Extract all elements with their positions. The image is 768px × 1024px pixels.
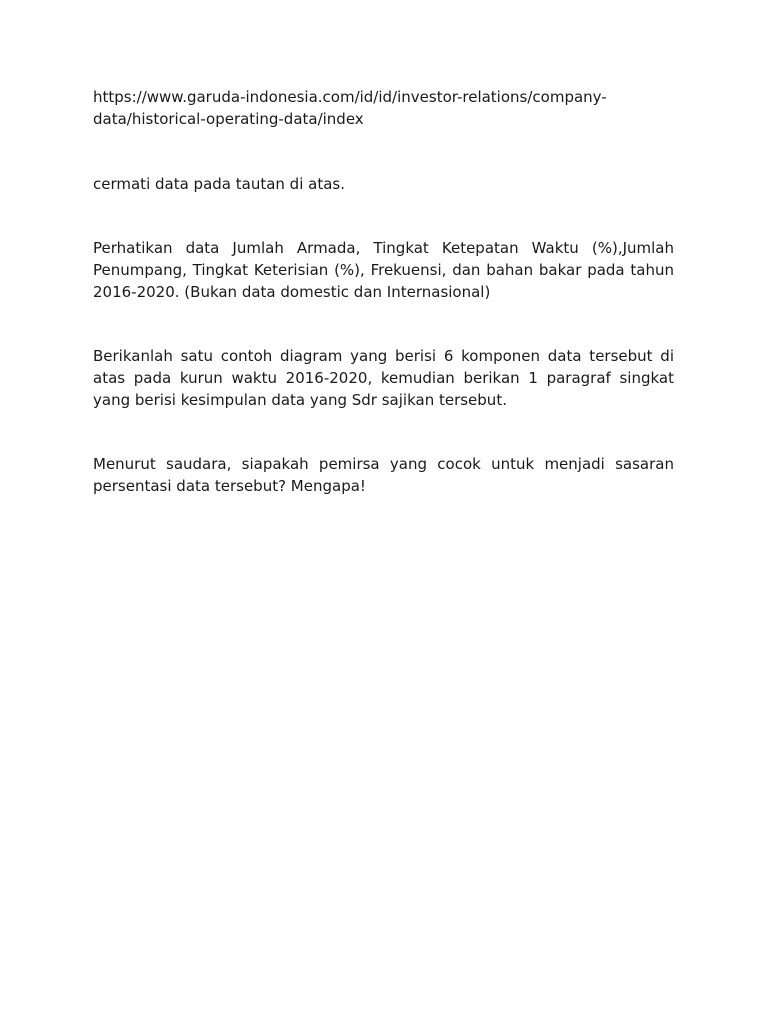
question-paragraph-audience: Menurut saudara, siapakah pemirsa yang cocok untuk menjadi sasaran persentasi data tersebut? Mengapa! (93, 455, 674, 495)
document-page (93, 86, 674, 497)
instruction-text: cermati data pada tautan di atas. (93, 175, 345, 193)
reference-link-line-2[interactable]: data/historical-operating-data/index (93, 110, 364, 128)
question-paragraph-data: Perhatikan data Jumlah Armada, Tingkat Ketepatan Waktu (%),Jumlah Penumpang, Tingkat Keterisian (%), Frekuensi, dan bahan bakar pada tahun 2016-2020. (Bukan data domestic dan Internasional) (93, 239, 674, 301)
question-paragraph-diagram: Berikanlah satu contoh diagram yang berisi 6 komponen data tersebut di atas pada kurun waktu 2016-2020, kemudian berikan 1 paragraf singkat yang berisi kesimpulan data yang Sdr sajikan tersebut. (93, 347, 674, 409)
reference-link-line-1[interactable]: https://www.garuda-indonesia.com/id/id/investor-relations/company- (93, 88, 607, 106)
reference-link[interactable] (93, 86, 674, 130)
